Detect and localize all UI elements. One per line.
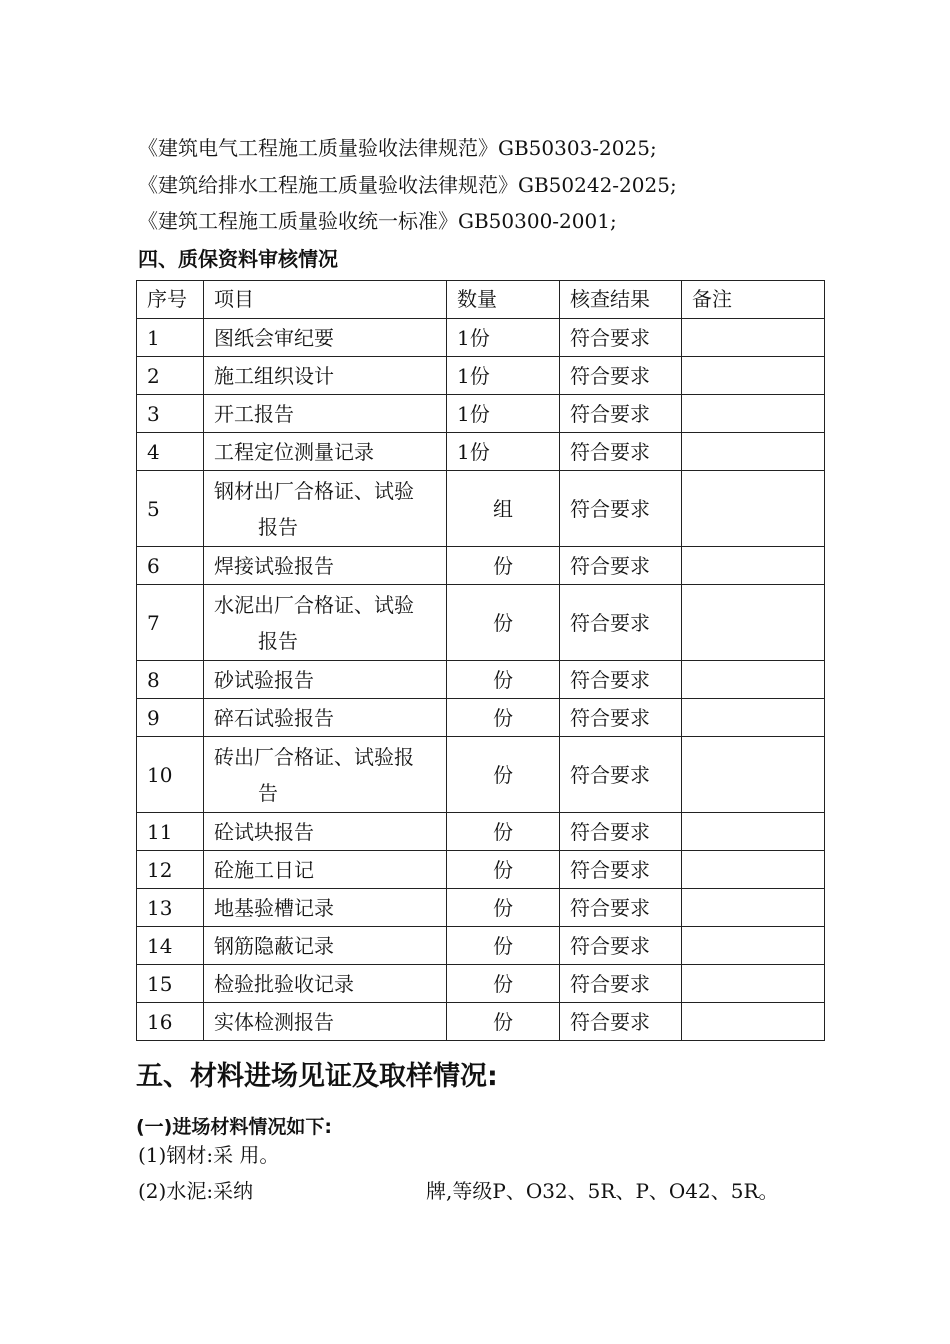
row-item: 图纸会审纪要: [204, 319, 447, 357]
header-note: 备注: [682, 281, 825, 319]
table-row: [137, 433, 825, 471]
row-no: 7: [137, 585, 204, 661]
row-result: 符合要求: [560, 433, 682, 471]
table-row: [137, 357, 825, 395]
row-note: [682, 547, 825, 585]
row-note: [682, 319, 825, 357]
row-result: 符合要求: [560, 661, 682, 699]
row-qty: 份: [447, 547, 560, 585]
row-item: 地基验槽记录: [204, 889, 447, 927]
row-note: [682, 927, 825, 965]
row-note: [682, 851, 825, 889]
row-result: 符合要求: [560, 813, 682, 851]
row-item: 检验批验收记录: [204, 965, 447, 1003]
section4-heading: 四、质保资料审核情况: [138, 247, 338, 271]
row-qty: 1份: [447, 433, 560, 471]
table-row: [137, 319, 825, 357]
standard-line-2: 《建筑给排水工程施工质量验收法律规范》GB50242-2025;: [138, 173, 677, 197]
row-qty: 份: [447, 965, 560, 1003]
quality-docs-body: [137, 281, 825, 1041]
row-no: 15: [137, 965, 204, 1003]
row-note: [682, 395, 825, 433]
row-result: 符合要求: [560, 547, 682, 585]
table-row: [137, 1003, 825, 1041]
row-result: 符合要求: [560, 851, 682, 889]
table-row: [137, 851, 825, 889]
table-row: [137, 813, 825, 851]
row-note: [682, 471, 825, 547]
row-result: 符合要求: [560, 471, 682, 547]
row-item: 砼施工日记: [204, 851, 447, 889]
row-note: [682, 889, 825, 927]
row-no: 13: [137, 889, 204, 927]
row-no: 3: [137, 395, 204, 433]
section5-subheading: (一)进场材料情况如下:: [136, 1116, 332, 1138]
table-header-row: [137, 281, 825, 319]
table-row: [137, 395, 825, 433]
row-item: 实体检测报告: [204, 1003, 447, 1041]
row-item: [204, 737, 447, 813]
material-line-steel: (1)钢材:采 用。: [138, 1143, 280, 1167]
row-no: 14: [137, 927, 204, 965]
row-no: 10: [137, 737, 204, 813]
row-no: 2: [137, 357, 204, 395]
header-no: 序号: [137, 281, 204, 319]
row-qty: 1份: [447, 319, 560, 357]
row-item: [204, 585, 447, 661]
row-item: 施工组织设计: [204, 357, 447, 395]
row-result: 符合要求: [560, 889, 682, 927]
material-line-cement-b: 牌,等级P、O32、5R、P、O42、5R。: [426, 1179, 779, 1203]
row-qty: 份: [447, 737, 560, 813]
standard-line-3: 《建筑工程施工质量验收统一标准》GB50300-2001;: [138, 209, 617, 233]
row-qty: 份: [447, 851, 560, 889]
row-no: 9: [137, 699, 204, 737]
quality-docs-table: [136, 280, 825, 1041]
row-note: [682, 1003, 825, 1041]
header-result: 核查结果: [560, 281, 682, 319]
row-result: 符合要求: [560, 585, 682, 661]
row-no: 4: [137, 433, 204, 471]
row-result: 符合要求: [560, 319, 682, 357]
row-result: 符合要求: [560, 357, 682, 395]
row-no: 5: [137, 471, 204, 547]
row-no: 6: [137, 547, 204, 585]
row-note: [682, 585, 825, 661]
row-item-line2: 报告: [258, 514, 298, 539]
row-note: [682, 433, 825, 471]
row-note: [682, 699, 825, 737]
row-item-line2: 报告: [258, 628, 298, 653]
table-row: [137, 737, 825, 813]
row-note: [682, 737, 825, 813]
row-qty: 1份: [447, 395, 560, 433]
row-result: 符合要求: [560, 1003, 682, 1041]
row-qty: 份: [447, 889, 560, 927]
row-item-line1: 砖出厂合格证、试验报: [214, 744, 414, 769]
header-qty: 数量: [447, 281, 560, 319]
row-no: 16: [137, 1003, 204, 1041]
row-qty: 份: [447, 585, 560, 661]
table-row: [137, 965, 825, 1003]
row-note: [682, 965, 825, 1003]
row-item: 砼试块报告: [204, 813, 447, 851]
table-row: [137, 699, 825, 737]
row-note: [682, 661, 825, 699]
row-item: 钢筋隐蔽记录: [204, 927, 447, 965]
row-qty: 组: [447, 471, 560, 547]
table-row: [137, 547, 825, 585]
row-item: 碎石试验报告: [204, 699, 447, 737]
row-item: 工程定位测量记录: [204, 433, 447, 471]
table-row: [137, 471, 825, 547]
table-row: [137, 889, 825, 927]
row-item: 开工报告: [204, 395, 447, 433]
row-item: 焊接试验报告: [204, 547, 447, 585]
row-qty: 份: [447, 699, 560, 737]
row-item-line2: 告: [258, 780, 278, 805]
row-item: 砂试验报告: [204, 661, 447, 699]
row-item-line1: 水泥出厂合格证、试验: [214, 592, 414, 617]
material-line-cement-a: (2)水泥:采纳: [138, 1179, 254, 1203]
row-qty: 份: [447, 1003, 560, 1041]
section5-heading: 五、材料进场见证及取样情况:: [136, 1061, 498, 1092]
row-qty: 份: [447, 661, 560, 699]
row-no: 12: [137, 851, 204, 889]
row-result: 符合要求: [560, 395, 682, 433]
row-result: 符合要求: [560, 965, 682, 1003]
row-no: 8: [137, 661, 204, 699]
table-row: [137, 927, 825, 965]
table-row: [137, 661, 825, 699]
row-result: 符合要求: [560, 699, 682, 737]
row-item-line1: 钢材出厂合格证、试验: [214, 478, 414, 503]
row-no: 11: [137, 813, 204, 851]
row-no: 1: [137, 319, 204, 357]
row-qty: 份: [447, 927, 560, 965]
row-qty: 份: [447, 813, 560, 851]
row-qty: 1份: [447, 357, 560, 395]
row-note: [682, 357, 825, 395]
standard-line-1: 《建筑电气工程施工质量验收法律规范》GB50303-2025;: [138, 136, 657, 160]
row-result: 符合要求: [560, 737, 682, 813]
row-result: 符合要求: [560, 927, 682, 965]
table-row: [137, 585, 825, 661]
row-item: [204, 471, 447, 547]
row-note: [682, 813, 825, 851]
header-item: 项目: [204, 281, 447, 319]
